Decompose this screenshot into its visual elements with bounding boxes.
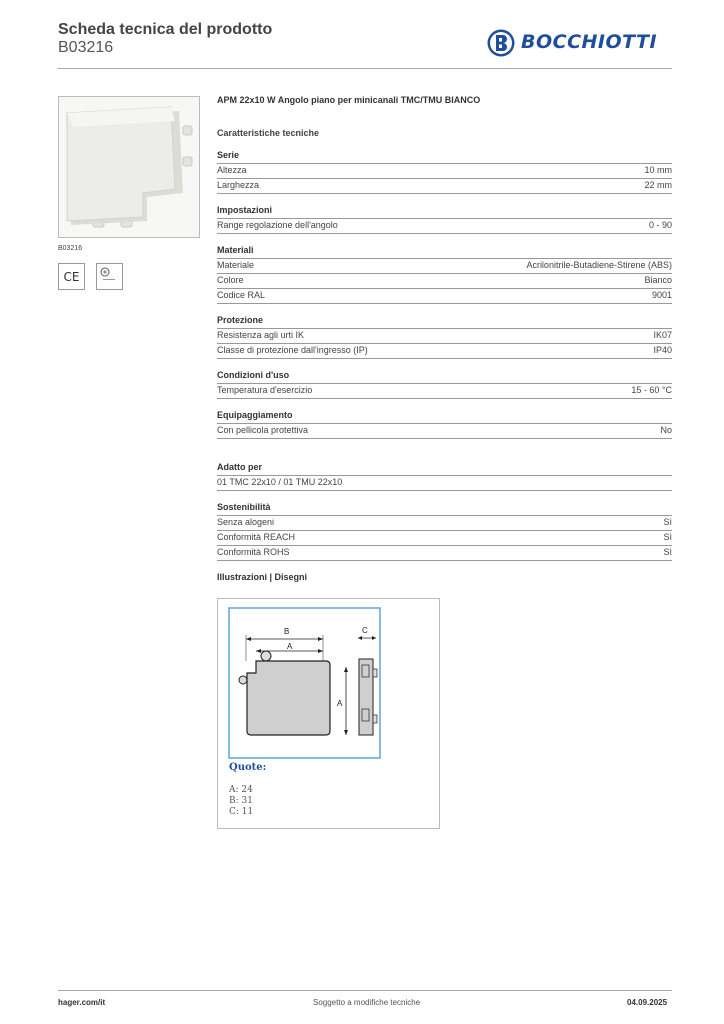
page-title: Scheda tecnica del prodotto <box>58 21 273 38</box>
spec-label: Senza alogeni <box>217 517 275 527</box>
spec-value: 15 - 60 °C <box>631 385 672 395</box>
spec-row <box>217 179 672 194</box>
brand-logo <box>486 27 668 59</box>
spec-section <box>217 150 672 194</box>
dim-label-a-side: A <box>337 699 343 708</box>
footer-website[interactable]: hager.com/it <box>58 998 106 1007</box>
spec-label: 01 TMC 22x10 / 01 TMU 22x10 <box>217 477 343 487</box>
spec-sections <box>217 150 672 561</box>
spec-value: 9001 <box>651 290 672 300</box>
spec-section <box>217 205 672 234</box>
ce-mark-icon: CE <box>58 263 85 290</box>
spec-row <box>217 546 672 561</box>
quote-c: C: 11 <box>229 807 254 817</box>
spec-value: Sì <box>663 547 672 557</box>
characteristics-heading: Caratteristiche tecniche <box>217 128 320 138</box>
spec-section <box>217 245 672 304</box>
spec-value: 22 mm <box>644 180 672 190</box>
illustrations-title: Illustrazioni | Disegni <box>217 572 308 582</box>
section-title: Protezione <box>217 315 672 329</box>
certification-mark-icon <box>96 263 123 290</box>
product-code: B03216 <box>58 39 114 56</box>
dim-label-c: C <box>362 626 368 635</box>
spec-row <box>217 531 672 546</box>
spec-label: Colore <box>217 275 244 285</box>
spec-label: Altezza <box>217 165 247 175</box>
spec-value: IP40 <box>653 345 672 355</box>
spec-row <box>217 516 672 531</box>
dim-label-b: B <box>284 627 290 636</box>
product-name: APM 22x10 W Angolo piano per minicanali TMC/TMU BIANCO <box>217 95 481 105</box>
bocchiotti-logo-icon <box>486 28 516 58</box>
spec-value: Acrilonitrile-Butadiene-Stirene (ABS) <box>526 260 672 270</box>
dim-label-a-top: A <box>287 642 293 651</box>
quote-b: B: 31 <box>229 796 253 806</box>
spec-row <box>217 219 672 234</box>
spec-label: Codice RAL <box>217 290 266 300</box>
spec-value: Bianco <box>644 275 672 285</box>
section-title: Equipaggiamento <box>217 410 672 424</box>
spec-row <box>217 259 672 274</box>
section-title: Sostenibilità <box>217 502 672 516</box>
quote-a: A: 24 <box>229 785 253 795</box>
spec-label: Con pellicola protettiva <box>217 425 309 435</box>
brand-name: BOCCHIOTTI <box>521 31 658 53</box>
spec-value: 10 mm <box>644 165 672 175</box>
product-photo <box>59 97 199 237</box>
spec-value: Sì <box>663 517 672 527</box>
spec-value: No <box>660 425 672 435</box>
footer-divider <box>58 990 672 991</box>
spec-section <box>217 502 672 561</box>
footer-date: 04.09.2025 <box>627 998 668 1007</box>
spec-row <box>217 424 672 439</box>
spec-row <box>217 289 672 304</box>
section-spacer <box>217 450 672 462</box>
spec-section <box>217 370 672 399</box>
spec-section <box>217 410 672 439</box>
spec-row <box>217 384 672 399</box>
spec-label: Range regolazione dell'angolo <box>217 220 338 230</box>
header-divider <box>58 68 672 69</box>
quote-title: Quote: <box>229 762 267 773</box>
spec-label: Conformità ROHS <box>217 547 290 557</box>
spec-section <box>217 462 672 491</box>
spec-label: Temperatura d'esercizio <box>217 385 313 395</box>
section-title: Impostazioni <box>217 205 672 219</box>
section-title: Condizioni d'uso <box>217 370 672 384</box>
section-title: Adatto per <box>217 462 672 476</box>
footer-note: Soggetto a modifiche tecniche <box>313 998 421 1007</box>
spec-value: IK07 <box>653 330 672 340</box>
spec-value: 0 - 90 <box>648 220 672 230</box>
spec-row <box>217 476 672 491</box>
image-caption: B03216 <box>58 245 83 252</box>
spec-row <box>217 329 672 344</box>
spec-row <box>217 164 672 179</box>
spec-row <box>217 274 672 289</box>
section-title: Materiali <box>217 245 672 259</box>
spec-label: Conformità REACH <box>217 532 296 542</box>
spec-value: Sì <box>663 532 672 542</box>
spec-label: Materiale <box>217 260 255 270</box>
spec-section <box>217 315 672 359</box>
spec-content <box>217 95 672 582</box>
spec-row <box>217 344 672 359</box>
spec-label: Classe di protezione dall'ingresso (IP) <box>217 345 368 355</box>
product-image <box>58 96 200 238</box>
section-title: Serie <box>217 150 672 164</box>
spec-label: Larghezza <box>217 180 260 190</box>
spec-label: Resistenza agli urti IK <box>217 330 305 340</box>
